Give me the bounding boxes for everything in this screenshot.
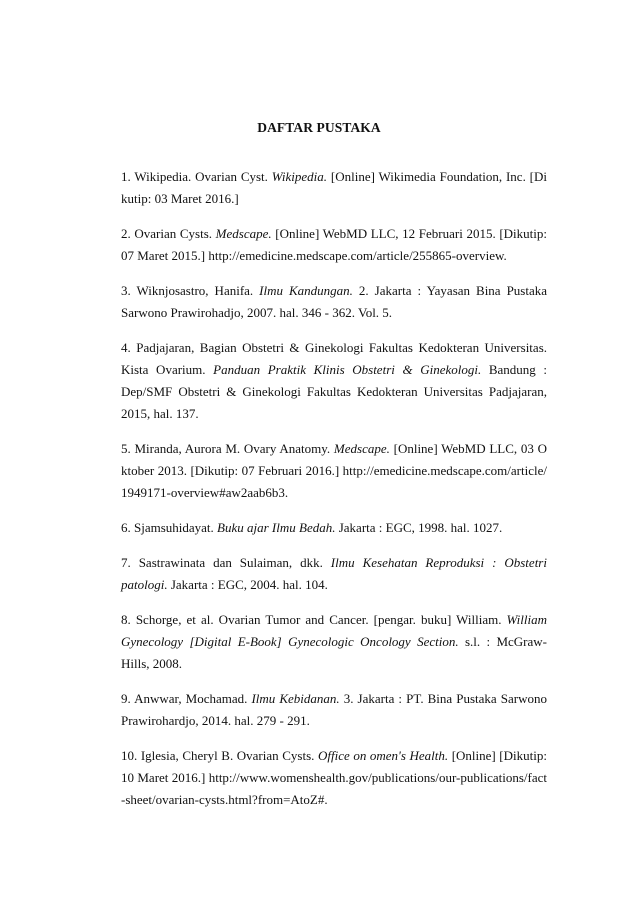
reference-text: 9. Anwwar, Mochamad.	[121, 691, 252, 706]
reference-details: Bandung : Dep/SMF Obstetri & Ginekologi Fakultas Kedokteran Universitas Padjajaran, 2015, hal. 137.	[121, 362, 547, 421]
reference-item-8	[121, 609, 547, 675]
reference-details: [Online] [Dikutip: 10 Maret 2016.] http://www.womenshealth.gov/publications/our-publications/fact-sheet/ovarian-cysts.html?from=AtoZ#.	[121, 748, 547, 807]
reference-list	[121, 166, 547, 824]
reference-text: 8. Schorge, et al. Ovarian Tumor and Cancer. [pengar. buku] William.	[121, 612, 507, 627]
reference-details: Jakarta : EGC, 2004. hal. 104.	[167, 577, 328, 592]
reference-item-6	[121, 517, 547, 539]
reference-source-title: Ilmu Kesehatan Reproduksi : Obstetri patologi.	[121, 555, 547, 592]
reference-item-1	[121, 166, 547, 210]
reference-details: [Online] Wikimedia Foundation, Inc. [Dikutip: 03 Maret 2016.]	[121, 169, 547, 206]
reference-source-title: Ilmu Kandungan.	[259, 283, 353, 298]
reference-source-title: William Gynecology [Digital E-Book] Gynecologic Oncology Section.	[121, 612, 547, 649]
reference-text: 3. Wiknjosastro, Hanifa.	[121, 283, 260, 298]
reference-text: 10. Iglesia, Cheryl B. Ovarian Cysts.	[121, 748, 318, 763]
reference-item-2	[121, 223, 547, 267]
reference-source-title: Office on omen's Health.	[317, 748, 449, 763]
reference-details: 2. Jakarta : Yayasan Bina Pustaka Sarwono Prawirohadjo, 2007. hal. 346 - 362. Vol. 5.	[121, 283, 548, 320]
reference-source-title: Buku ajar Ilmu Bedah.	[217, 520, 336, 535]
reference-text: 6. Sjamsuhidayat.	[121, 520, 218, 535]
reference-item-9	[121, 688, 547, 732]
reference-source-title: Medscape.	[333, 441, 390, 456]
reference-source-title: Panduan Praktik Klinis Obstetri & Ginekologi.	[213, 362, 482, 377]
reference-text: 7. Sastrawinata dan Sulaiman, dkk.	[121, 555, 331, 570]
reference-item-3	[121, 280, 547, 324]
reference-source-title: Ilmu Kebidanan.	[251, 691, 340, 706]
reference-details: 3. Jakarta : PT. Bina Pustaka Sarwono Prawirohardjo, 2014. hal. 279 - 291.	[121, 691, 547, 728]
reference-source-title: Medscape.	[215, 226, 272, 241]
reference-item-5	[121, 438, 547, 504]
reference-text: 1. Wikipedia. Ovarian Cyst.	[121, 169, 272, 184]
page-title: DAFTAR PUSTAKA	[257, 120, 381, 135]
reference-text: 2. Ovarian Cysts.	[121, 226, 216, 241]
reference-item-10	[121, 745, 547, 811]
reference-text: 5. Miranda, Aurora M. Ovary Anatomy.	[121, 441, 334, 456]
reference-item-4	[121, 337, 547, 425]
reference-item-7	[121, 552, 547, 596]
reference-text: 4. Padjajaran, Bagian Obstetri & Ginekologi Fakultas Kedokteran Universitas. Kista Ovarium.	[121, 340, 547, 377]
reference-details: Jakarta : EGC, 1998. hal. 1027.	[335, 520, 503, 535]
reference-source-title: Wikipedia.	[271, 169, 328, 184]
reference-details: s.l. : McGraw-Hills, 2008.	[121, 634, 547, 671]
reference-details: [Online] WebMD LLC, 12 Februari 2015. [Dikutip: 07 Maret 2015.] http://emedicine.medscape.com/article/255865-overview.	[121, 226, 547, 263]
reference-details: [Online] WebMD LLC, 03 Oktober 2013. [Dikutip: 07 Februari 2016.] http://emedicine.medscape.com/article/1949171-overview#aw2aab6b3.	[121, 441, 547, 500]
